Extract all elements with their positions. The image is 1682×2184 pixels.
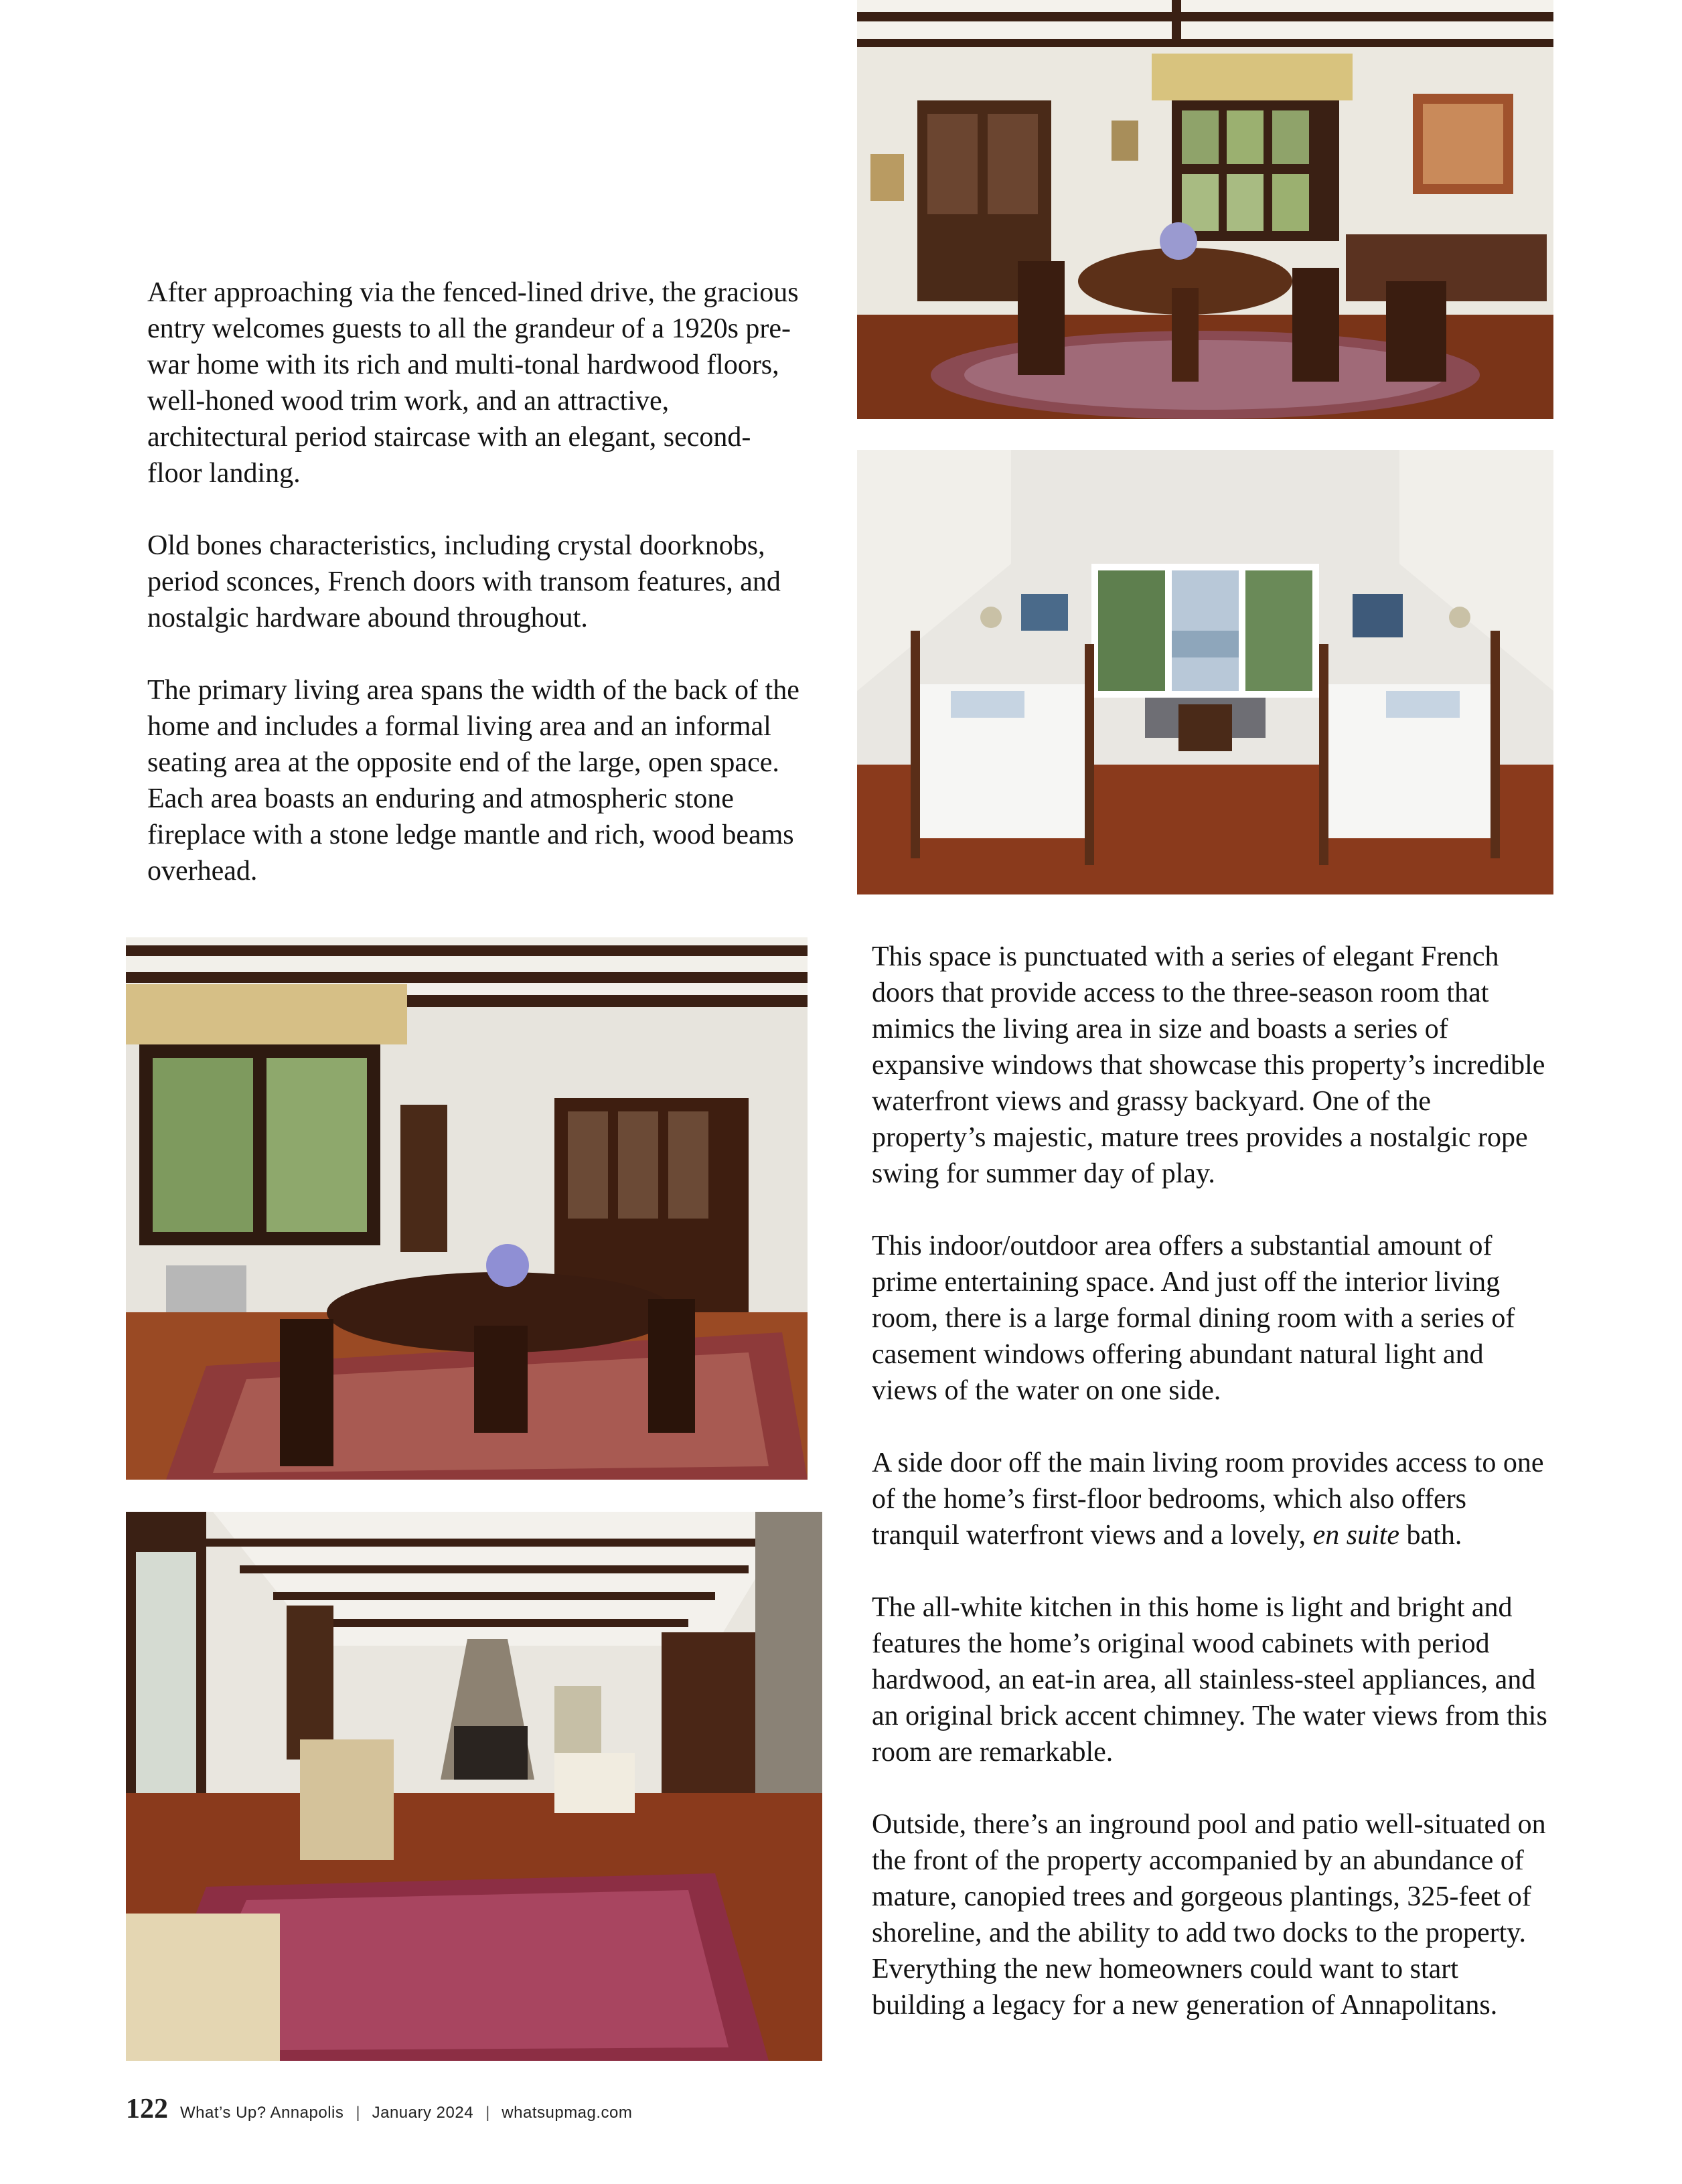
dining-room-illustration — [857, 0, 1553, 419]
photo-living-room — [126, 1512, 822, 2061]
paragraph-indoor-outdoor: This indoor/outdoor area offers a substantial amount of prime entertaining space. And just off the interior living room, there is a large formal dining room with a series of casement windows offering abundant natural light and views of the water on one side. — [872, 1231, 1515, 1406]
left-text-column — [147, 275, 804, 925]
issue-date: January 2024 — [372, 2104, 474, 2122]
page-number: 122 — [126, 2094, 168, 2124]
photo-formal-dining-room — [126, 937, 808, 1480]
living-room-illustration — [126, 1512, 822, 2061]
page-footer — [126, 2093, 632, 2130]
paragraph-french-doors: This space is punctuated with a series of elegant French doors that provide access to the three-season room that mimics the living area in size and boasts a series of expansive windows that showcase this property’s incredible waterfront views and grassy backyard. One of the property’s majestic, mature trees provides a nostalgic rope swing for summer day of play. — [872, 941, 1545, 1189]
paragraph-old-bones: Old bones characteristics, including crystal doorknobs, period sconces, French doors with transom features, and nostalgic hardware abound throughout. — [147, 530, 781, 633]
footer-separator: | — [485, 2104, 490, 2122]
photo-dining-room-top — [857, 0, 1553, 419]
paragraph-entry: After approaching via the fenced-lined drive, the gracious entry welcomes guests to all the grandeur of a 1920s pre-war home with its rich and multi-tonal hardwood floors, well-honed wood trim work, and an attractive, architectural period staircase with an elegant, second-floor landing. — [147, 277, 799, 489]
paragraph-living-area: The primary living area spans the width of the back of the home and includes a formal living area and an informal seating area at the opposite end of the large, open space. Each area boasts an enduring and atmospheric stone fireplace with a stone ledge mantle and rich, wood beams overhead. — [147, 675, 799, 886]
footer-separator: | — [356, 2104, 360, 2122]
publication-name: What’s Up? Annapolis — [180, 2104, 344, 2122]
photo-bedroom — [857, 450, 1553, 894]
italic-en-suite: en suite — [1312, 1520, 1400, 1551]
right-text-column — [872, 939, 1548, 2059]
bedroom-illustration — [857, 450, 1553, 894]
formal-dining-illustration — [126, 937, 808, 1480]
website-link[interactable]: whatsupmag.com — [502, 2104, 633, 2122]
paragraph-outside: Outside, there’s an inground pool and patio well-situated on the front of the property accompanied by an abundance of mature, canopied trees and gorgeous plantings, 325-feet of shoreline, and the ability to add two docks to the property. Everything the new homeowners could want to start building a legacy for a new generation of Annapolitans. — [872, 1809, 1546, 2021]
paragraph-kitchen: The all-white kitchen in this home is light and bright and features the home’s original wood cabinets with period hardwood, an eat-in area, all stainless-steel appliances, and an original brick accent chimney. The water views from this room are remarkable. — [872, 1592, 1547, 1768]
paragraph-bedroom: A side door off the main living room provides access to one of the home’s first-floor bedrooms, which also offers tranquil waterfront views and a lovely, en suite bath. — [872, 1448, 1544, 1551]
